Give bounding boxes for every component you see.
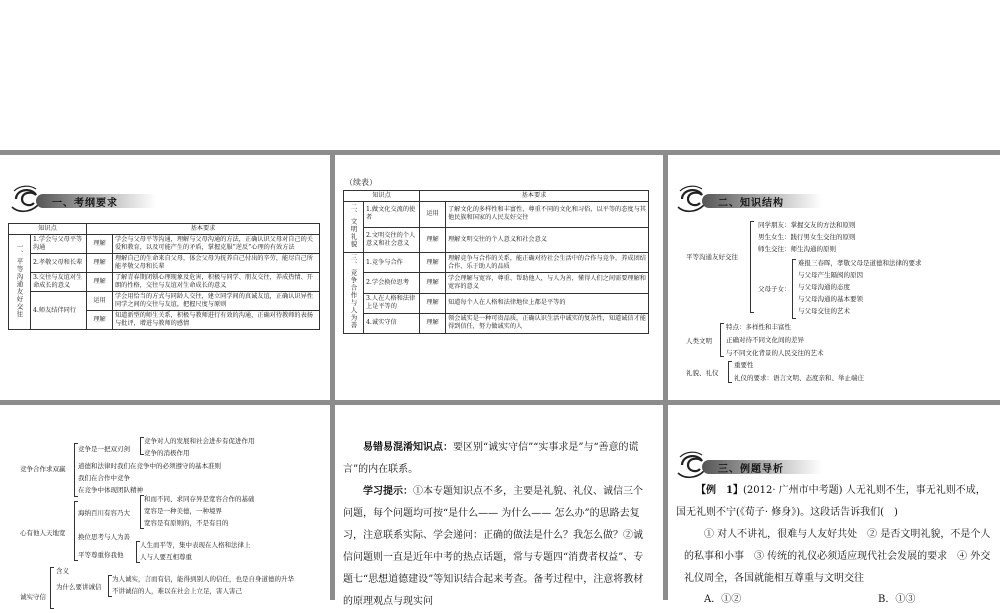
table-row xyxy=(344,313,649,333)
tree-root: 诚实守信 xyxy=(20,593,46,601)
tree-item: 同学朋友：掌握交友的方法和原则 xyxy=(758,221,856,229)
point-cell: 4.师友结伴同行 xyxy=(31,292,87,330)
requirement-cell: 领会诚实是一种可贵品质，正确认识生活中诚实的复杂性，知道诚信才能得到信任，努力做诚实的人 xyxy=(446,313,649,333)
level-cell: 理解 xyxy=(420,293,446,313)
example-question xyxy=(676,480,994,524)
requirement-cell: 知道每个人在人格和法律地位上都是平等的 xyxy=(446,293,649,313)
table-row xyxy=(344,273,649,293)
tree-item: 竞争对人的发展和社会进步有促进作用 xyxy=(144,437,255,445)
tree-item: 道德和法律时我们在竞争中的必须遵守的基本准则 xyxy=(78,462,221,470)
brace xyxy=(728,361,732,383)
table-row xyxy=(9,273,320,292)
banner-title: 二、知识结构 xyxy=(718,198,784,209)
table-row xyxy=(9,292,320,311)
tree-label: 平等尊重你我他 xyxy=(78,551,124,559)
tree-item: 难报三春晖，孝敬父母是道德和法律的要求 xyxy=(798,259,922,267)
header-basic-requirement: 基本要求 xyxy=(87,224,320,235)
tree-item: 人生而平等，集中表现在人格和法律上 xyxy=(140,541,251,549)
level-cell: 理解 xyxy=(87,273,113,292)
tree-item: 为人诚实，言而有信，能得到别人的信任，也是自身道德的升华 xyxy=(112,575,294,583)
tree-item: 宽容是一种美德，一种境界 xyxy=(144,507,222,515)
requirement-cell: 理解自己的生命来自父母，体会父母为抚养自己付出的辛劳，能尽自己所能孝敬父母和长辈 xyxy=(113,254,320,273)
requirement-cell: 理解竞争与合作的关系，能正确对待社会生活中的合作与竞争，养成团结合作、乐于助人的品质 xyxy=(446,253,649,273)
point-cell: 4.诚实守信 xyxy=(364,313,420,333)
table-row xyxy=(344,253,649,273)
tree-item: 与不同文化背景的人民交往的艺术 xyxy=(726,349,824,357)
requirement-cell: 了解青春期闭锁心理现象及危害，积极与同学、朋友交往，养成热情、开朗的性格，交往与友谊对生命成长的意义 xyxy=(113,273,320,292)
banner-title: 三、例题导析 xyxy=(718,464,784,475)
tree-item: 与父母沟通的基本要领 xyxy=(798,295,863,303)
study-tips-paragraph xyxy=(343,481,649,613)
slide-example-analysis[interactable] xyxy=(668,405,1000,605)
requirement-cell: 了解文化的多样性和丰富性，尊重不同的文化和习俗，以平等的态度与其他民族和国家的人民友好交往 xyxy=(446,202,649,228)
table-header-row xyxy=(344,191,649,202)
choice-a[interactable]: A．①② xyxy=(704,594,742,605)
tree-root: 心有他人天地宽 xyxy=(20,529,66,537)
tree-item: 礼仪的要求：语言文明、态度亲和、举止端庄 xyxy=(734,374,864,382)
level-cell: 运用 xyxy=(420,202,446,228)
banner-title: 一、考纲要求 xyxy=(52,198,118,209)
group-cell: 三、竞争合作与人为善 xyxy=(344,253,364,334)
tree-item: 人与人要互相尊重 xyxy=(140,553,192,561)
level-cell: 理解 xyxy=(420,313,446,333)
point-cell: 1.做文化交流的使者 xyxy=(364,202,420,228)
slide-competition-structure[interactable] xyxy=(0,405,330,600)
slide-exam-requirements[interactable] xyxy=(0,155,330,400)
confusing-points-text: 要区别“诚实守信”“实事求是”与“善意的谎言”的内在联系。 xyxy=(343,442,639,475)
tree-root: 人类文明 xyxy=(686,337,712,345)
brace xyxy=(50,567,54,609)
slide-study-tips[interactable] xyxy=(335,405,663,607)
tree-item: 特点：多样性和丰富性 xyxy=(726,323,791,331)
tree-item: 与父母产生隔阂的原因 xyxy=(798,271,863,279)
example-text: (2012· 广州市中考题) 人无礼则不生，事无礼则不成，国无礼则不宁(《荀子· 修身》)。这段话告诉我们( ) xyxy=(676,485,986,518)
header-knowledge-point: 知识点 xyxy=(9,224,87,235)
point-cell: 3.交往与友谊对生命成长的意义 xyxy=(31,273,87,292)
tree-item: 含义 xyxy=(56,567,69,575)
tree-item: 师生交往：师生沟通的原则 xyxy=(758,245,836,253)
requirement-cell: 理解文明交往的个人意义和社会意义 xyxy=(446,227,649,253)
brace xyxy=(792,259,796,319)
header-knowledge-point: 知识点 xyxy=(344,191,420,202)
tree-root: 平等沟通友好交往 xyxy=(686,253,738,261)
table-header-row xyxy=(9,224,320,235)
tree-label: 父母子女： xyxy=(758,285,791,293)
point-cell: 1.竞争与合作 xyxy=(364,253,420,273)
tree-item: 竞争的消极作用 xyxy=(144,449,190,457)
brace xyxy=(720,323,724,357)
tree-label: 竞争是一把双刃剑 xyxy=(78,445,130,453)
slide-requirements-continued[interactable] xyxy=(335,155,663,400)
level-cell: 理解 xyxy=(420,227,446,253)
tree-item: 重要性 xyxy=(734,361,754,369)
table-row xyxy=(344,293,649,313)
tree-item: 宽容是有原则的，不是有目的 xyxy=(144,519,229,527)
level-cell: 理解 xyxy=(87,254,113,273)
tree-item: 和而不同、求同存异是宽容合作的基础 xyxy=(144,495,255,503)
tree-item: 男生女生：践行男女生交往的原则 xyxy=(758,233,856,241)
tree-item: 与父母交往的艺术 xyxy=(798,307,850,315)
choice-b[interactable]: B．①③ xyxy=(878,594,916,605)
continued-label: （续表） xyxy=(345,178,377,187)
brace xyxy=(750,221,754,313)
table-row xyxy=(9,254,320,273)
tree-item: 正确对待不同文化间的差异 xyxy=(726,336,804,344)
tree-label: 为什么要讲诚信 xyxy=(56,583,102,591)
header-basic-requirement: 基本要求 xyxy=(420,191,649,202)
point-cell: 2.学会换位思考 xyxy=(364,273,420,293)
tree-root: 竞争合作求双赢 xyxy=(20,465,66,473)
confusing-points-label: 易错易混淆知识点： xyxy=(363,442,453,453)
group-cell: 一、平等沟通友好交往 xyxy=(9,235,31,330)
level-cell: 运用 xyxy=(87,292,113,311)
level-cell: 理解 xyxy=(420,253,446,273)
requirements-table xyxy=(8,223,320,330)
tree-item: 在竞争中体现团队精神 xyxy=(78,486,143,494)
table-row xyxy=(344,202,649,228)
confusing-points-paragraph xyxy=(343,437,649,481)
point-cell: 2.孝敬父母和长辈 xyxy=(31,254,87,273)
level-cell: 理解 xyxy=(87,311,113,330)
example-label: 【例 1】 xyxy=(696,485,743,496)
example-statements: ① 对人不讲礼，很难与人友好共处 ② 是否文明礼貌，不是个人的私事和小事 ③ 传统的礼仪必须适应现代社会发展的要求 ④ 外交礼仪周全，各国就能相互尊重与文明交往 xyxy=(684,529,991,584)
requirements-table-continued xyxy=(343,190,649,334)
slide-knowledge-structure[interactable] xyxy=(668,155,1000,400)
table-row xyxy=(344,227,649,253)
study-tips-text: ①本专题知识点不多，主要是礼貌、礼仪、诚信三个问题，每个问题均可按“是什么—— 为什么—— 怎么办”的思路去复习，注意联系实际、学会递问：正确的做法是什么？我怎么做？②诚信问题则一直是近年中考的热点话题，常与专题四“消费者权益”、专题七“思想道德建设”等知识结合起来考查。备考过程中，注意将教材的原理观点与现实问 xyxy=(343,486,644,607)
tree-item: 与父母沟通的态度 xyxy=(798,283,850,291)
level-cell: 理解 xyxy=(87,235,113,254)
tree-label: 海纳百川有容乃大 xyxy=(78,509,130,517)
point-cell: 2.文明交往的个人意义和社会意义 xyxy=(364,227,420,253)
requirement-cell: 学会理解与宽容，尊重、帮助他人，与人为善，懂得人们之间需要理解和宽容的意义 xyxy=(446,273,649,293)
point-cell: 3.人在人格和法律上是平等的 xyxy=(364,293,420,313)
requirement-cell: 学会与父母平等沟通，理解与父母沟通的方法，正确认识父母对自己的关爱和教育，以及可能产生的矛盾，掌握克服“逆反”心理的有效方法 xyxy=(113,235,320,254)
study-tips-label: 学习提示： xyxy=(363,486,413,497)
level-cell: 理解 xyxy=(420,273,446,293)
requirement-cell: 知道新型的师生关系，积极与教师进行有效的沟通，正确对待教师的表扬与批评，增进与教师的感情 xyxy=(113,311,320,330)
tree-root: 礼貌、礼仪 xyxy=(686,369,719,377)
point-cell: 1.学会与父母平等沟通 xyxy=(31,235,87,254)
table-row xyxy=(9,235,320,254)
requirement-cell: 学会用恰当的方式与同龄人交往，建立同学间的真诚友谊，正确认识异性同学之间的交往与友谊，把握尺度与原则 xyxy=(113,292,320,311)
tree-item: 换位思考与人为善 xyxy=(78,533,130,541)
group-cell: 二、文明礼貌 xyxy=(344,202,364,253)
tree-item: 不讲诚信的人，难以在社会上立足，害人害己 xyxy=(112,587,242,595)
tree-item: 我们在合作中竞争 xyxy=(78,474,130,482)
